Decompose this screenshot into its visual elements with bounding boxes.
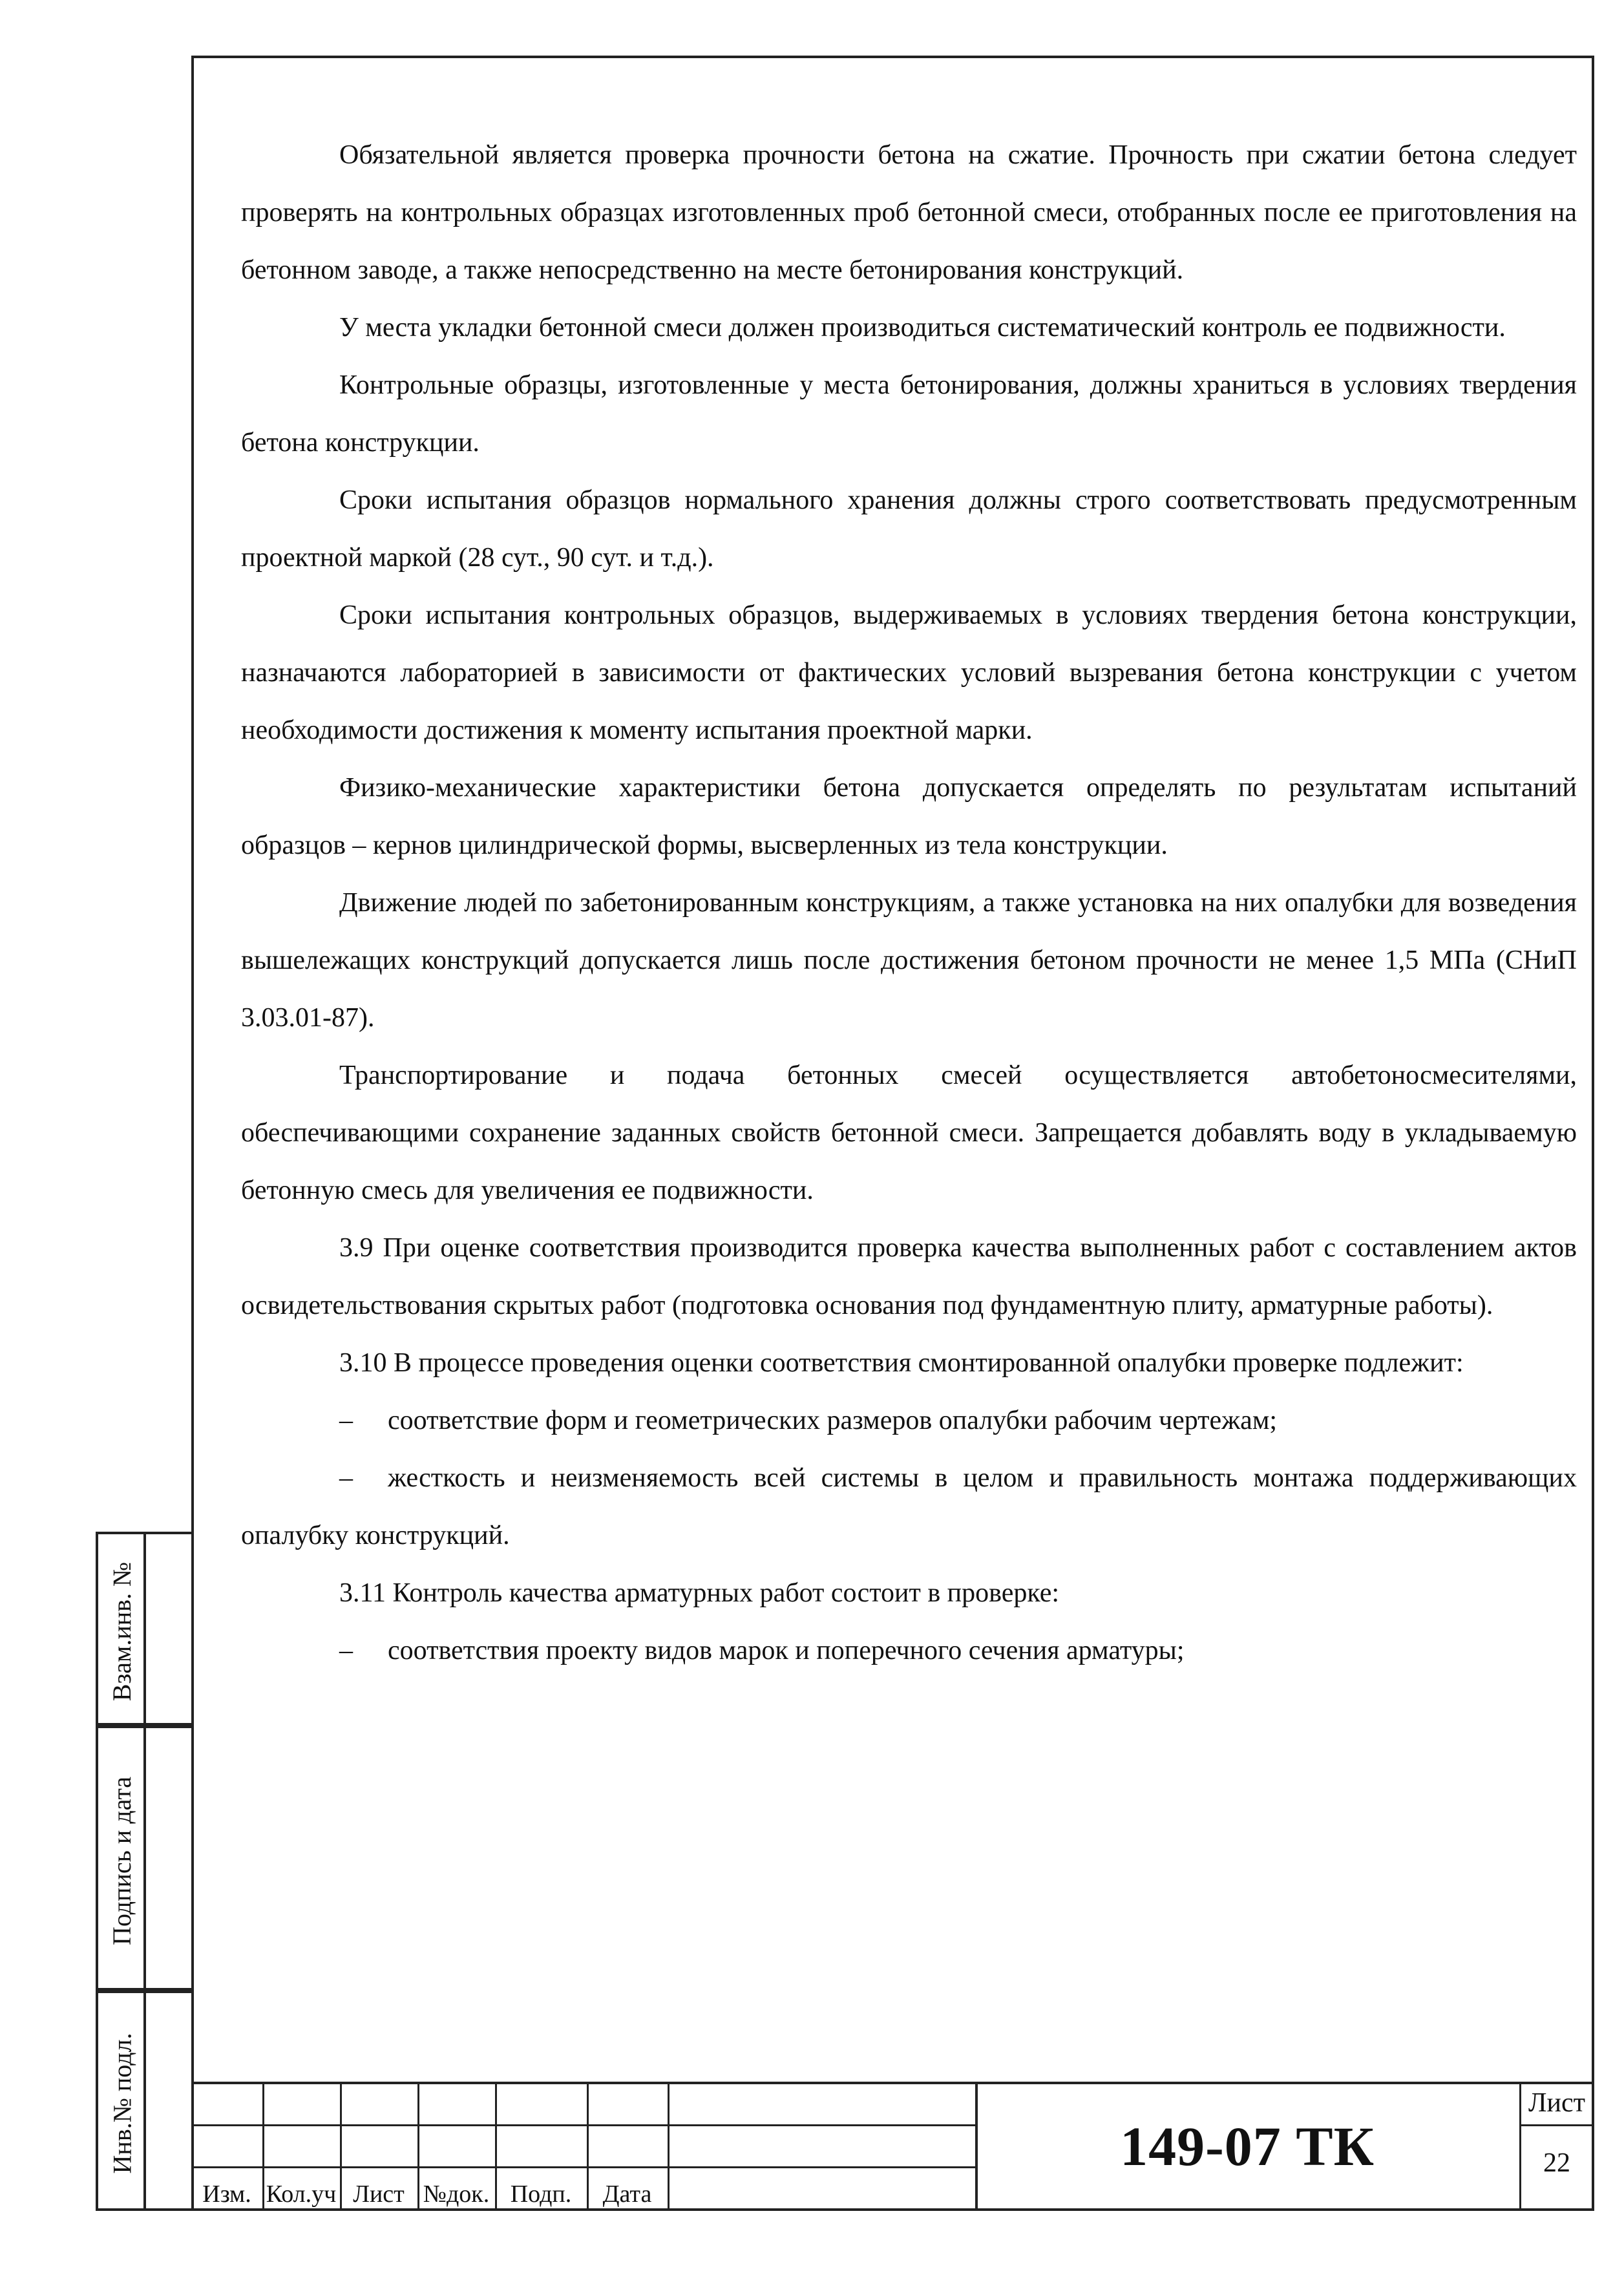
column-header: Кол.уч: [266, 2181, 337, 2208]
column-header: Изм.: [202, 2181, 251, 2208]
side-stamp-vzam: [96, 1532, 191, 1726]
paragraph: Сроки испытания контрольных образцов, выдерживаемых в условиях твердения бетона конструкции, назначаются лабораторией в зависимости от фактических условий вызревания бетона конструкции с учетом необходимости достижения к моменту испытания проектной марки.: [241, 600, 1577, 745]
title-block: [191, 2082, 1594, 2211]
side-stamp-podpis: [96, 1726, 191, 1991]
paragraph: Контрольные образцы, изготовленные у места бетонирования, должны храниться в условиях твердения бетона конструкции.: [241, 370, 1577, 458]
paragraph: 3.10 В процессе проведения оценки соответствия смонтированной опалубки проверке подлежит:: [339, 1348, 1464, 1378]
sheet-label: Лист: [1528, 2088, 1585, 2118]
list-item: [241, 1450, 1577, 1565]
paragraph: Обязательной является проверка прочности бетона на сжатие. Прочность при сжатии бетона следует проверять на контрольных образцах изготовленных проб бетонной смеси, отобранных после ее приготовления на бетонном заводе, а также непосредственно на месте бетонирования конструкций.: [241, 140, 1577, 285]
column-header: №док.: [423, 2181, 490, 2208]
dash-marker: –: [339, 1406, 353, 1435]
list-item: [241, 1622, 1577, 1680]
paragraph: 3.9 При оценке соответствия производится проверка качества выполненных работ с составлением актов освидетельствования скрытых работ (подготовка основания под фундаментную плиту, арматурные работы).: [241, 1233, 1577, 1320]
paragraph: 3.11 Контроль качества арматурных работ состоит в проверке:: [339, 1578, 1060, 1608]
paragraph: Транспортирование и подача бетонных смесей осуществляется автобетоносмесителями, обеспечивающими сохранение заданных свойств бетонной смеси. Запрещается добавлять воду в укладываемую бетонную смесь для увеличения ее подвижности.: [241, 1061, 1577, 1205]
side-stamp-label: Взам.инв. №: [107, 1561, 137, 1701]
paragraph: Физико-механические характеристики бетона допускается определять по результатам испытаний образцов – кернов цилиндрической формы, высверленных из тела конструкции.: [241, 773, 1577, 860]
list-item-text: соответствия проекту видов марок и поперечного сечения арматуры;: [388, 1636, 1185, 1665]
dash-marker: –: [339, 1636, 353, 1665]
column-header: Лист: [353, 2181, 405, 2208]
list-item: [241, 1392, 1577, 1450]
list-item-text: жесткость и неизменяемость всей системы в целом и правильность монтажа поддерживающих опалубку конструкций.: [241, 1463, 1577, 1550]
dash-marker: –: [339, 1463, 353, 1493]
sheet-number: 22: [1543, 2148, 1570, 2178]
paragraph: Сроки испытания образцов нормального хранения должны строго соответствовать предусмотренным проектной маркой (28 сут., 90 сут. и т.д.).: [241, 485, 1577, 573]
side-stamp-label: Инв.№ подл.: [107, 2033, 137, 2174]
side-stamp-inv: [96, 1991, 191, 2211]
paragraph: Движение людей по забетонированным конструкциям, а также установка на них опалубки для возведения вышележащих конструкций допускается лишь после достижения бетоном прочности не менее 1,5 МПа (СНиП 3.03.01-87).: [241, 888, 1577, 1033]
document-code: 149-07 ТК: [1120, 2115, 1375, 2177]
column-header: Дата: [602, 2181, 652, 2208]
paragraph: У места укладки бетонной смеси должен производиться систематический контроль ее подвижности.: [339, 313, 1506, 343]
column-header: Подп.: [510, 2181, 572, 2208]
list-item-text: соответствие форм и геометрических размеров опалубки рабочим чертежам;: [388, 1406, 1278, 1435]
side-stamp-label: Подпись и дата: [107, 1776, 137, 1945]
document-body: [241, 127, 1577, 1680]
